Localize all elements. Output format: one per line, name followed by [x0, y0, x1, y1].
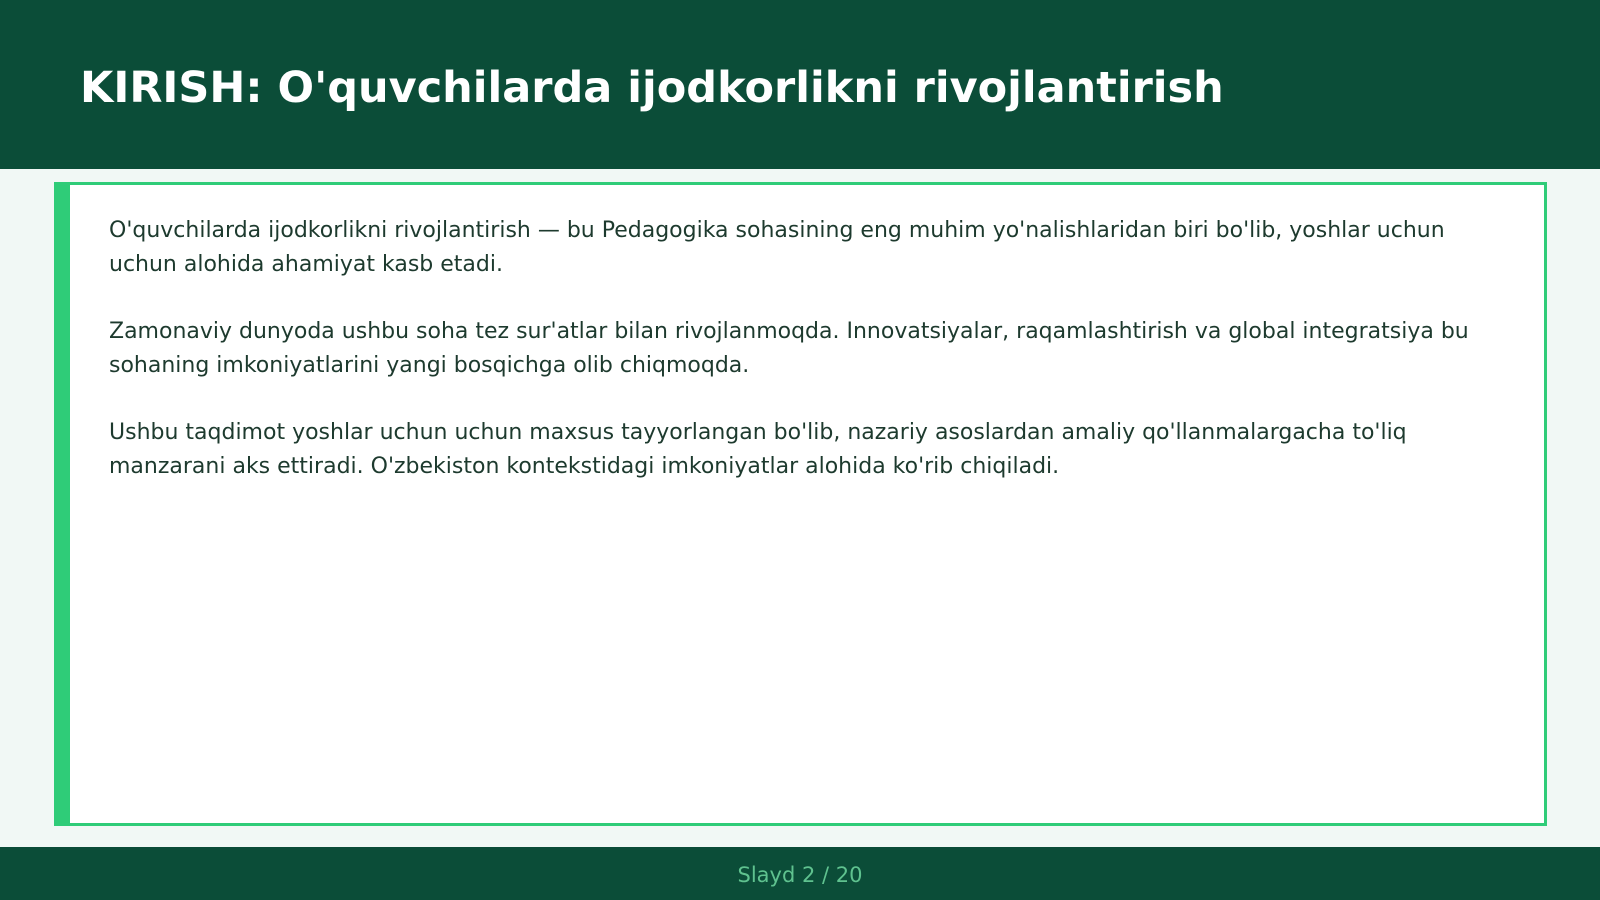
slide-footer: [0, 847, 1600, 900]
slide-counter: Slayd 2 / 20: [737, 863, 863, 887]
slide-header: [0, 0, 1600, 169]
content-card: [54, 182, 1547, 826]
slide-title: KIRISH: O'quvchilarda ijodkorlikni rivojlantirish: [80, 63, 1224, 113]
paragraph-modern-world: Zamonaviy dunyoda ushbu soha tez sur'atlar bilan rivojlanmoqda. Innovatsiyalar, raqamlashtirish va global integratsiya bu sohaning imkoniyatlarini yangi bosqichga olib chiqmoqda.: [109, 319, 1469, 378]
paragraph-intro: O'quvchilarda ijodkorlikni rivojlantirish — bu Pedagogika sohasining eng muhim yo'nalishlaridan biri bo'lib, yoshlar uchun uchun alohida ahamiyat kasb etadi.: [109, 218, 1445, 277]
content-body: [109, 214, 1504, 517]
paragraph-presentation-scope: Ushbu taqdimot yoshlar uchun uchun maxsus tayyorlangan bo'lib, nazariy asoslardan amaliy qo'llanmalargacha to'liq manzarani aks ettiradi. O'zbekiston kontekstidagi imkoniyatlar alohida ko'rib chiqiladi.: [109, 420, 1407, 479]
